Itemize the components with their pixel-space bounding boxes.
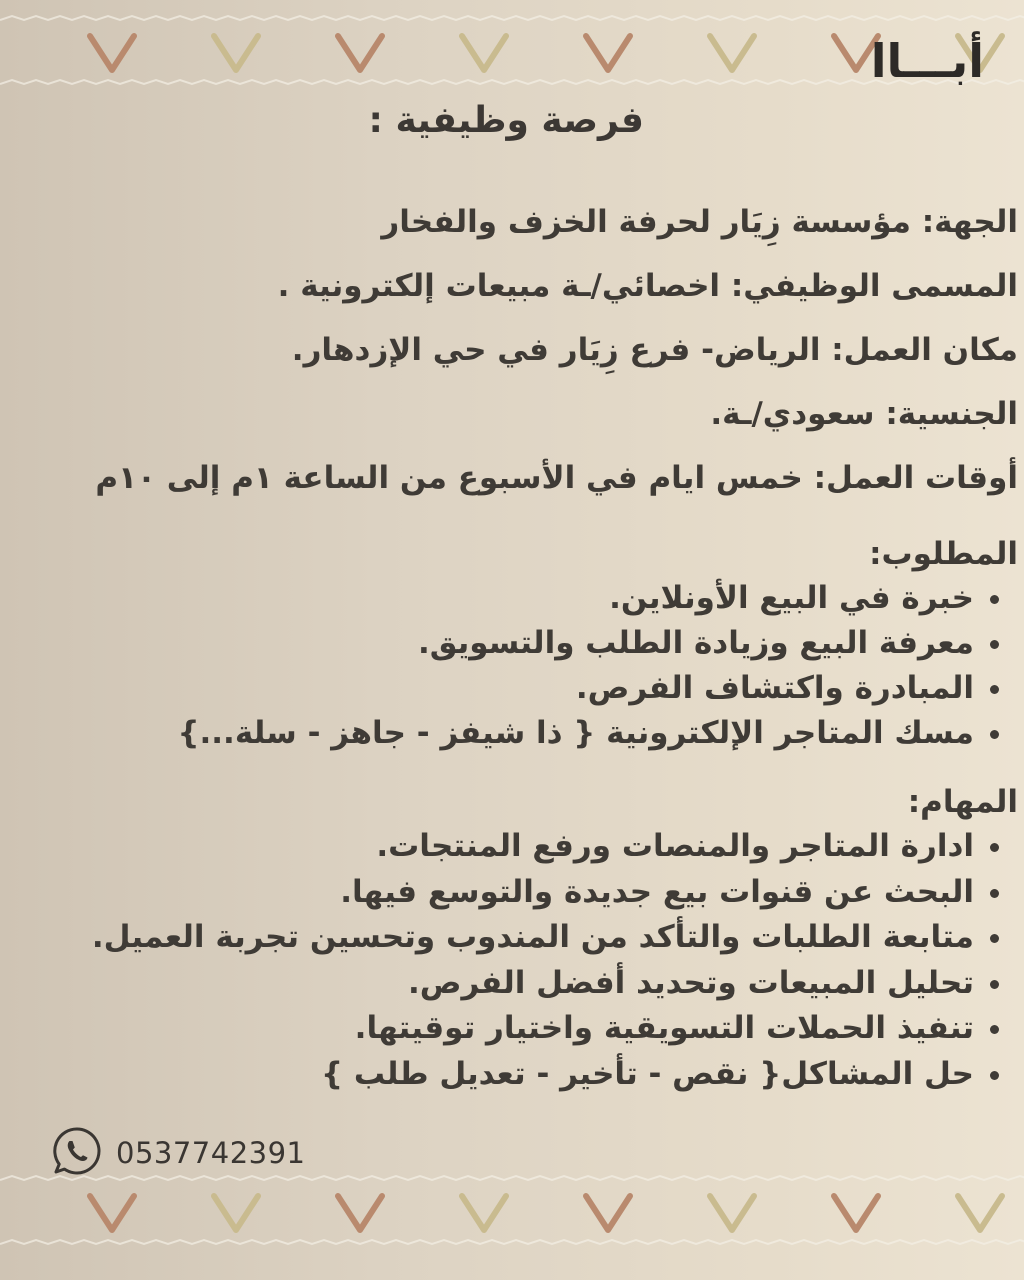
chevron-ornament: [586, 36, 630, 70]
tasks-heading: المهام:: [907, 784, 1018, 820]
list-item: • ادارة المتاجر والمنصات ورفع المنتجات.: [8, 824, 974, 870]
list-item: • متابعة الطلبات والتأكد من المندوب وتحسين تجربة العميل.: [8, 915, 974, 961]
chevron-ornament: [958, 1196, 1002, 1230]
info-employer: الجهة: مؤسسة زِيَار لحرفة الخزف والفخار: [381, 204, 1018, 240]
info-location: مكان العمل: الرياض- فرع زِيَار في حي الإزدهار.: [291, 332, 1018, 368]
requirements-list: [8, 576, 1018, 756]
tasks-section: [8, 780, 1018, 1097]
list-item: • خبرة في البيع الأونلاين.: [8, 576, 974, 621]
tasks-list: [8, 824, 1018, 1097]
chevron-ornament: [462, 36, 506, 70]
requirements-section: [8, 532, 1018, 756]
chevron-ornament: [214, 36, 258, 70]
requirements-heading: المطلوب:: [869, 536, 1018, 572]
list-item: • تحليل المبيعات وتحديد أفضل الفرص.: [8, 961, 974, 1007]
chevron-ornament: [462, 1196, 506, 1230]
chevron-ornament: [338, 36, 382, 70]
job-info: [8, 190, 1018, 510]
list-item: • البحث عن قنوات بيع جديدة والتوسع فيها.: [8, 870, 974, 916]
info-nationality: الجنسية: سعودي/ـة.: [710, 396, 1018, 432]
list-item: • المبادرة واكتشاف الفرص.: [8, 666, 974, 711]
list-item: • تنفيذ الحملات التسويقية واختيار توقيتها.: [8, 1006, 974, 1052]
list-item: • مسك المتاجر الإلكترونية { ذا شيفز - جاهز - سلة...}: [8, 711, 974, 756]
chevron-ornament: [90, 1196, 134, 1230]
chevron-ornament: [834, 1196, 878, 1230]
phone-number[interactable]: 0537742391: [116, 1136, 306, 1170]
decorative-pattern-bottom: [0, 1172, 1024, 1252]
chevron-ornament: [710, 1196, 754, 1230]
chevron-ornament: [586, 1196, 630, 1230]
brand-logo: أبـــاا: [870, 34, 984, 88]
chevron-ornament: [214, 1196, 258, 1230]
info-job-title: المسمى الوظيفي: اخصائي/ـة مبيعات إلكترونية .: [277, 268, 1018, 304]
list-item: • معرفة البيع وزيادة الطلب والتسويق.: [8, 621, 974, 666]
page-title: فرصة وظيفية :: [368, 100, 644, 141]
chevron-ornament: [90, 36, 134, 70]
chevron-ornament: [338, 1196, 382, 1230]
chevron-ornament: [710, 36, 754, 70]
info-working-hours: أوقات العمل: خمس ايام في الأسبوع من الساعة ١م إلى ١٠م: [95, 460, 1018, 496]
list-item: • حل المشاكل{ نقص - تأخير - تعديل طلب }: [8, 1052, 974, 1098]
